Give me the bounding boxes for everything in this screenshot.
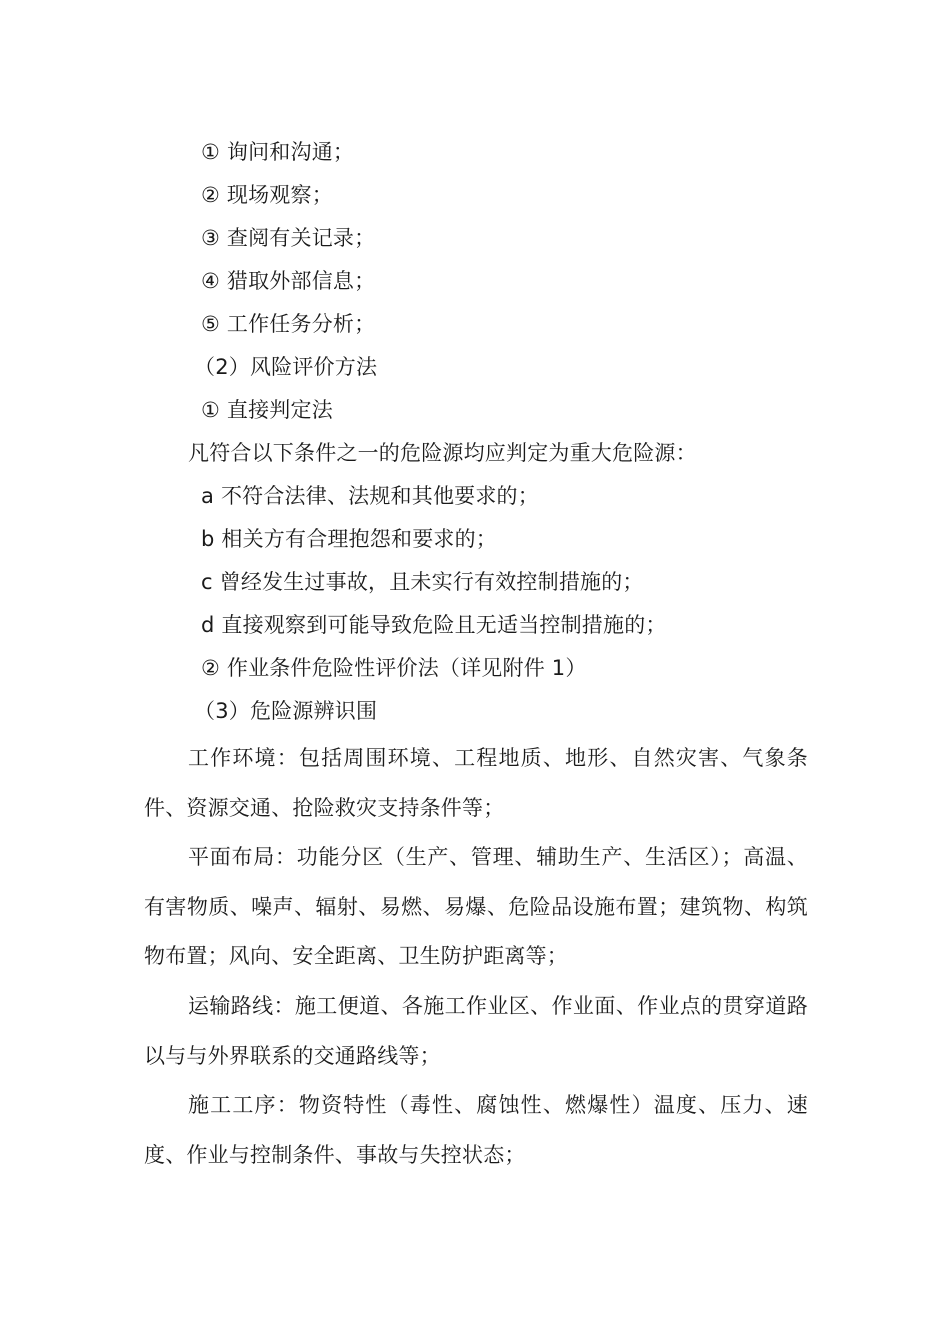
list-item-external-info: ④ 猎取外部信息； [201,269,376,293]
paragraph-work-environment: 工作环境：包括周围环境、工程地质、地形、自然灾害、气象条件、资源交通、抢险救灾支持条件等； [144,746,808,820]
criteria-intro: 凡符合以下条件之一的危险源均应判定为重大危险源： [188,441,697,465]
criteria-item-a: a 不符合法律、法规和其他要求的； [201,484,539,508]
list-item-task-analysis: ⑤ 工作任务分析； [201,312,376,336]
paragraph-construction-process: 施工工序：物资特性（毒性、腐蚀性、燃爆性）温度、压力、速度、作业与控制条件、事故与失控状态； [144,1093,808,1167]
section-heading-evaluation: （2）风险评价方法 [194,355,378,379]
criteria-item-b: b 相关方有合理抱怨和要求的； [201,527,498,551]
list-item-records-review: ③ 查阅有关记录； [201,226,376,250]
paragraph-transport-routes: 运输路线：施工便道、各施工作业区、作业面、作业点的贯穿道路以与与外界联系的交通路线等； [144,994,808,1068]
criteria-item-c: c 曾经发生过事故，且未实行有效控制措施的； [201,570,644,594]
criteria-item-d: d 直接观察到可能导致危险且无适当控制措施的； [201,613,667,637]
paragraph-layout: 平面布局：功能分区（生产、管理、辅助生产、生活区）；高温、有害物质、噪声、辐射、易燃、易爆、危险品设施布置；建筑物、构筑物布置；风向、安全距离、卫生防护距离等； [144,845,808,968]
section-heading-scope: （3）危险源辨识围 [194,699,378,723]
list-item-inquiry: ① 询问和沟通； [201,140,355,164]
list-item-site-observation: ② 现场观察； [201,183,333,207]
list-item-direct-method: ① 直接判定法 [201,398,333,422]
list-item-lec-method: ② 作业条件危险性评价法（详见附件 1） [201,656,587,680]
